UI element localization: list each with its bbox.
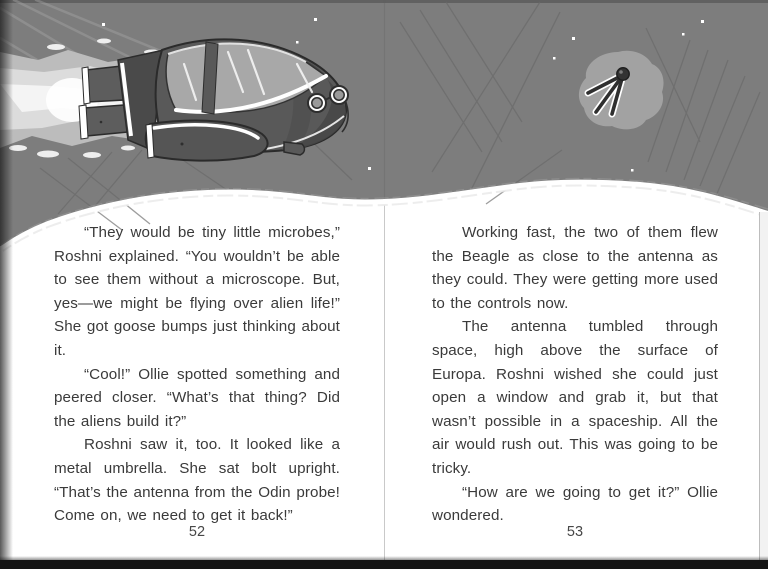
paragraph: Roshni saw it, too. It looked like a metal umbrella. She sat bolt upright. “That’s the antenna from the Odin probe! Come on, we need to get it back!” bbox=[54, 436, 340, 525]
left-page-text bbox=[54, 221, 340, 528]
antenna-probe-illustration bbox=[579, 51, 664, 130]
paragraph: “They would be tiny little microbes,” Roshni explained. “You wouldn’t be able to see them without a microscope. But, yes—we might be flying over alien life!” She got goose bumps just thinking about it. bbox=[54, 224, 340, 359]
page-number-left: 52 bbox=[188, 524, 206, 540]
page-number-right: 53 bbox=[566, 524, 584, 540]
page-edge-bottom bbox=[0, 560, 768, 569]
paragraph: The antenna tumbled through space, high above the surface of Europa. Roshni wished she could just open a window and grab it, but that wasn’t possible in a spaceship. All the air would rush out. This was going to be tricky. bbox=[432, 318, 718, 477]
right-page-text bbox=[432, 221, 718, 528]
paragraph: “How are we going to get it?” Ollie wondered. bbox=[432, 483, 718, 525]
paragraph: “Cool!” Ollie spotted something and peered closer. “What’s that thing? Did the aliens build it?” bbox=[54, 365, 340, 430]
paragraph: Working fast, the two of them flew the Beagle as close to the antenna as they could. They were getting more used to the controls now. bbox=[432, 224, 718, 312]
page-edge-right bbox=[759, 212, 768, 569]
